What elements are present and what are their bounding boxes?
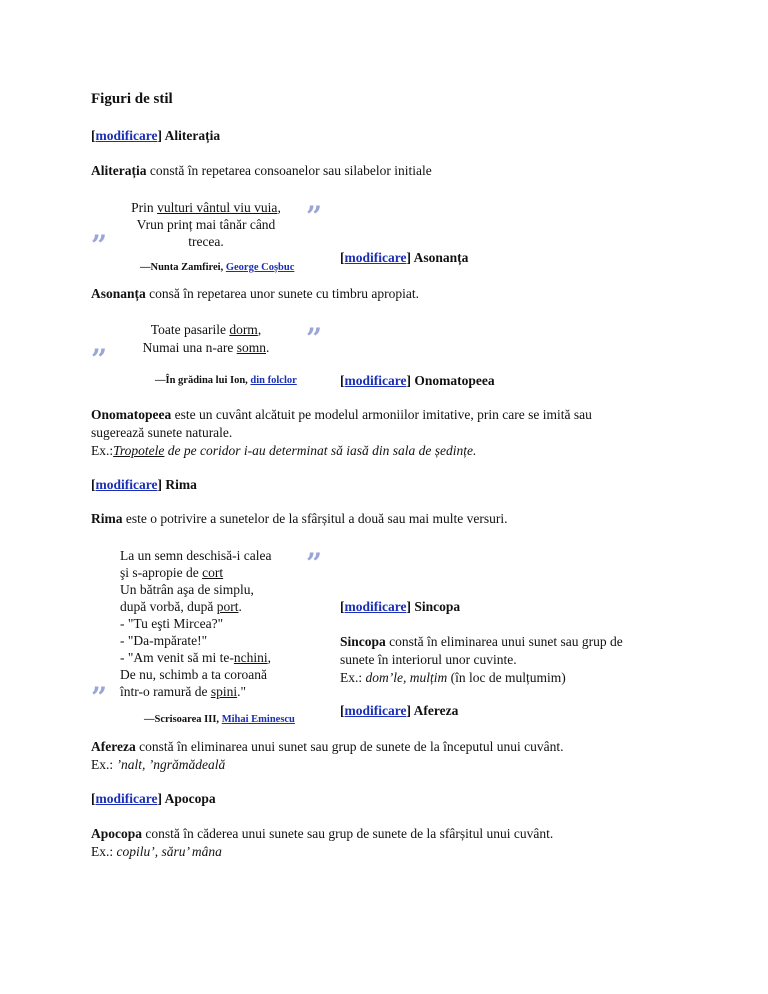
example-line: Ex.:Tropotele de pe coridor i-au determinat să iasă din sala de ședințe. xyxy=(91,443,477,458)
definition-text: constă în repetarea consoanelor sau silabelor initiale xyxy=(146,163,432,178)
poem-line: după vorbă, după port. xyxy=(120,599,242,614)
section-heading-onomatopeea: [modificare] Onomatopeea xyxy=(340,373,495,388)
underlined-word: somn xyxy=(236,340,266,355)
example-line: Ex.: copilu’, săru’ mâna xyxy=(91,844,222,859)
edit-link[interactable]: modificare xyxy=(344,703,407,718)
term: Aliterația xyxy=(91,163,147,178)
underlined-word: port xyxy=(216,599,239,614)
author-link[interactable]: George Coșbuc xyxy=(225,262,295,273)
close-quote-icon: ” xyxy=(306,322,323,355)
underlined-word: spini xyxy=(210,684,238,699)
underlined-word: dorm xyxy=(229,322,258,337)
section-heading-apocopa: [modificare] Apocopa xyxy=(91,791,216,806)
section-heading-sincopa: [modificare] Sincopa xyxy=(340,599,461,614)
author-link[interactable]: Mihai Eminescu xyxy=(221,714,295,725)
poem-line: - "Da-mpărate!" xyxy=(120,633,208,648)
apocopa-definition: Apocopa constă în căderea unui sunete sau grup de sunete de la sfârșitul unui cuvânt. Ex.: copilu’, săru’ mâna xyxy=(91,826,554,859)
open-quote-icon: ” xyxy=(91,681,108,714)
poem-line: Toate pasarile dorm, xyxy=(150,322,262,337)
edit-link[interactable]: modificare xyxy=(95,128,158,143)
page-title: Figuri de stil xyxy=(91,91,173,107)
poem-line: într-o ramură de spini." xyxy=(120,684,246,699)
edit-link[interactable]: modificare xyxy=(344,373,407,388)
underlined-word: nchini xyxy=(233,650,268,665)
example-line: Ex.: dom’le, mulțim (în loc de mulțumim) xyxy=(340,670,566,685)
definition-text: este o potrivire a sunetelor de la sfârșitul a două sau mai multe versuri. xyxy=(122,511,508,526)
heading-text: Rima xyxy=(165,477,197,492)
section-heading-asonanta: [modificare] Asonanța xyxy=(340,250,469,265)
section-heading-rima: [modificare] Rima xyxy=(91,477,197,492)
term: Apocopa xyxy=(91,826,143,841)
onomatopeea-definition: Onomatopeea este un cuvânt alcătuit pe modelul armoniilor imitative, prin care se imită sau sugerează sunete naturale. Ex.:Tropotele de pe coridor i-au determinat să iasă din sala de ședințe. xyxy=(91,406,691,460)
asonanta-attribution: —În grădina lui Ion, din folclor xyxy=(155,375,297,386)
edit-link[interactable]: modificare xyxy=(95,477,158,492)
edit-link[interactable]: modificare xyxy=(344,250,407,265)
aliteratia-definition xyxy=(91,163,432,179)
heading-text: Onomatopeea xyxy=(414,373,495,388)
term: Afereza xyxy=(91,739,136,754)
edit-link[interactable]: modificare xyxy=(95,791,158,806)
heading-text: Asonanța xyxy=(413,250,469,265)
open-quote-icon: ” xyxy=(91,343,108,376)
rima-definition xyxy=(91,511,508,527)
heading-text: Sincopa xyxy=(414,599,461,614)
aliteratia-poem xyxy=(116,199,296,250)
edit-link[interactable]: modificare xyxy=(344,599,407,614)
heading-text: Apocopa xyxy=(164,791,216,806)
term: Rima xyxy=(91,511,123,526)
section-heading-aliteratia: [modificare] Aliterația xyxy=(91,128,221,143)
term: Asonanța xyxy=(91,286,146,301)
open-quote-icon: ” xyxy=(91,229,108,262)
heading-text: Afereza xyxy=(413,703,459,718)
poem-line: Un bătrân aşa de simplu, xyxy=(120,582,254,597)
close-quote-icon: ” xyxy=(306,200,323,233)
definition-text: consă în repetarea unor sunete cu timbru apropiat. xyxy=(145,286,420,301)
heading-text: Aliterația xyxy=(164,128,221,143)
example-line: Ex.: ’nalt, ’ngrămădeală xyxy=(91,757,226,772)
poem-line: Numai una n-are somn. xyxy=(142,340,270,355)
poem-line: trecea. xyxy=(188,234,224,249)
afereza-definition: Afereza constă în eliminarea unui sunet sau grup de sunete de la începutul unui cuvânt. Ex.: ’nalt, ’ngrămădeală xyxy=(91,739,564,772)
term: Onomatopeea xyxy=(91,407,172,422)
poem-line: La un semn deschisă-i calea xyxy=(120,548,272,563)
source-link[interactable]: din folclor xyxy=(250,375,297,386)
sincopa-definition: Sincopa constă în eliminarea unui sunet sau grup de sunete în interiorul unor cuvinte. Ex.: dom’le, mulțim (în loc de mulțumim) xyxy=(340,634,623,685)
poem-line: - "Tu eşti Mircea?" xyxy=(120,616,224,631)
underlined-word: Tropotele xyxy=(113,443,165,458)
asonanta-poem xyxy=(116,321,296,357)
term: Sincopa xyxy=(340,634,386,649)
underlined-word: vulturi vântul viu vuia xyxy=(157,200,278,215)
poem-line: Vrun prinț mai tânăr când xyxy=(136,217,276,232)
rima-attribution: —Scrisoarea III, Mihai Eminescu xyxy=(144,714,295,725)
asonanta-definition xyxy=(91,286,419,302)
aliteratia-attribution: —Nunta Zamfirei, George Coșbuc xyxy=(140,262,295,273)
poem-line: De nu, schimb a ta coroană xyxy=(120,667,267,682)
rima-poem xyxy=(120,547,271,700)
poem-line: Prin vulturi vântul viu vuia, xyxy=(131,200,281,215)
close-quote-icon: ” xyxy=(306,547,323,580)
poem-line: - "Am venit să mi te-nchini, xyxy=(120,650,271,665)
underlined-word: cort xyxy=(202,565,224,580)
poem-line: şi s-apropie de cort xyxy=(120,565,224,580)
section-heading-afereza: [modificare] Afereza xyxy=(340,703,459,718)
